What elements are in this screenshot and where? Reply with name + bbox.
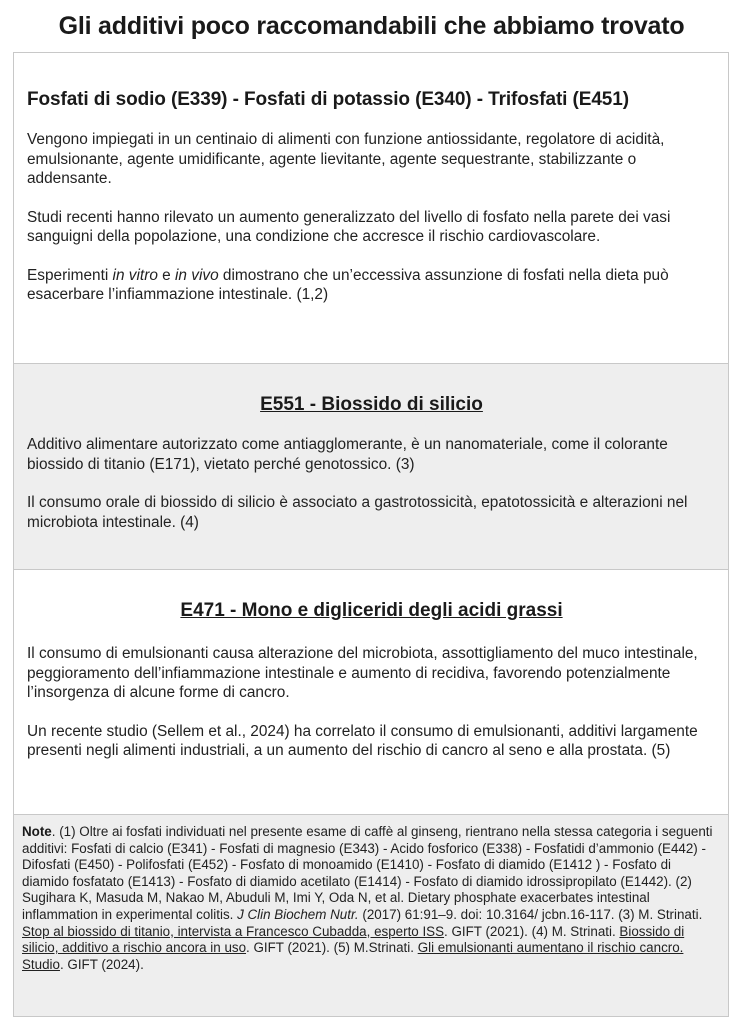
section-paragraph: Vengono impiegati in un centinaio di alimenti con funzione antiossidante, regolatore di acidità, emulsionante, agente umidificante, agente lievitante, agente sequestrante, stabilizzante o addensante. [27,131,665,187]
section-paragraph: Il consumo orale di biossido di silicio è associato a gastrotossicità, epatotossicità e alterazioni nel microbiota intestinale. (4) [27,494,688,531]
section-heading: E471 - Mono e digliceridi degli acidi grassi [180,600,563,621]
reference-link-titanium[interactable]: Stop al biossido di titanio, intervista a Francesco Cubadda, esperto ISS [22,923,445,939]
note-text: (2017) 61:91–9. doi: 10.3164/ jcbn.16-117. (3) M. Strinati. [358,906,703,922]
section-heading: E551 - Biossido di silicio [260,394,483,415]
section-mono-diglycerides [13,570,729,815]
section-heading: Fosfati di sodio (E339) - Fosfati di potassio (E340) - Trifosfati (E451) [27,89,629,110]
reference-link-emulsifiers[interactable]: Gli emulsionanti aumentano il rischio cancro. Studio [22,940,684,972]
section-paragraph: Studi recenti hanno rilevato un aumento generalizzato del livello di fosfato nella parete dei vasi sanguigni della popolazione, una condizione che accresce il rischio cardiovascolare. [27,208,671,245]
paragraph-text: e [157,266,176,284]
italic-term: in vivo [175,266,219,284]
paragraph-text: Esperimenti [27,266,113,284]
section-paragraph: Un recente studio (Sellem et al., 2024) ha correlato il consumo di emulsionanti, additivi largamente presenti negli alimenti industriali, a un aumento del rischio di cancro al seno e alla prostata. (5) [27,722,698,759]
section-paragraph [27,266,716,305]
note-text: . GIFT (2021). (4) M. Strinati. [444,923,620,939]
page-title: Gli additivi poco raccomandabili che abbiamo trovato [58,12,685,40]
note-text: . GIFT (2024). [59,956,144,972]
reference-link-silicon[interactable]: Biossido di silicio, additivo a rischio ancora in uso [22,923,685,956]
section-silicon-dioxide [13,364,729,570]
section-phosphates [13,52,729,364]
note-text: . (1) Oltre ai fosfati individuati nel presente esame di caffè al ginseng, rientrano nella stessa categoria i seguenti additivi: Fosfati di calcio (E341) - Fosfati di magnesio (E343) - Acido fosforico (E338) - Fosfatidi d’ammonio (E442) - Difosfati (E450) - Polifosfati (E452) - Fosfato di monoamido (E1410) - Fosfato di diamido (E1412 ) - Fosfato di diamido fosfatato (E1413) - Fosfato di diamido acetilato (E1414) - Fosfato di diamido idrossipropilato (E1442). (2) Sugihara K, Masuda M, Nakao M, Abuduli M, Imi Y, Oda N, et al. Dietary phosphate exacerbates intestinal inflammation in experimental colitis. [22,824,713,922]
section-paragraph: Additivo alimentare autorizzato come antiagglomerante, è un nanomateriale, come il colorante biossido di titanio (E171), vietato perché genotossico. (3) [27,436,668,473]
notes-box [13,815,729,1017]
paragraph-text: dimostrano che un’eccessiva assunzione di fosfati nella dieta può esacerbare l’infiammazione intestinale. (1,2) [27,266,669,303]
italic-term: in vitro [112,266,158,284]
section-paragraph: Il consumo di emulsionanti causa alterazione del microbiota, assottigliamento del muco intestinale, peggioramento dell’infiammazione intestinale e aumento di recidiva, favorendo potenzialmente l’insorgenza di alcune forme di cancro. [27,645,698,701]
notes-text [22,824,720,973]
note-text: . GIFT (2021). (5) M.Strinati. [246,940,418,956]
note-label: Note [22,824,52,839]
journal-name: J Clin Biochem Nutr. [237,906,359,922]
